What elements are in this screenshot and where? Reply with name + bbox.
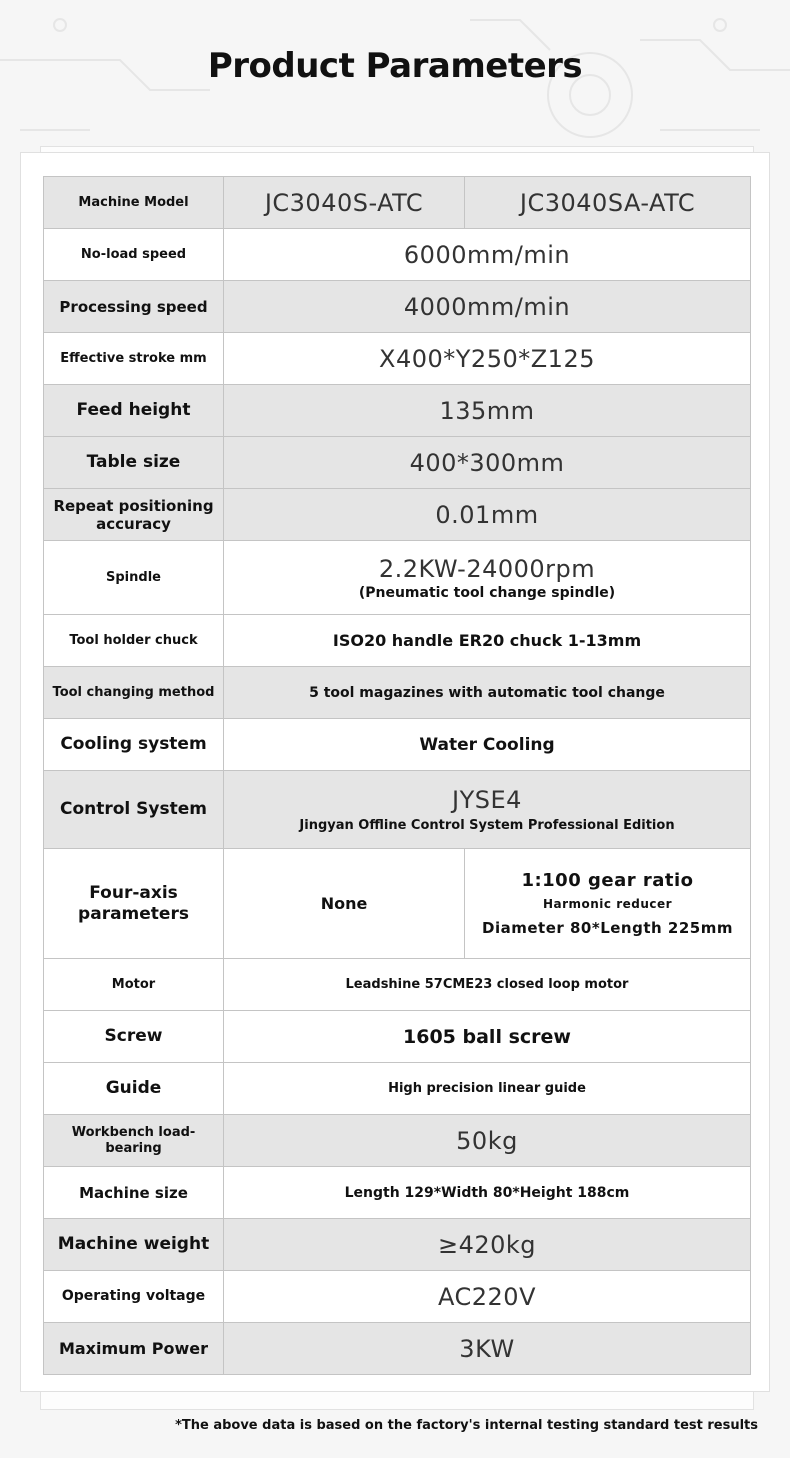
- label-motor: Motor: [44, 959, 224, 1011]
- label-tool-changing: Tool changing method: [44, 667, 224, 719]
- value-processing-speed: 4000mm/min: [224, 281, 751, 333]
- label-machine-size: Machine size: [44, 1167, 224, 1219]
- row-spindle: [44, 541, 751, 615]
- four-axis-ratio: 1:100 gear ratio: [521, 870, 694, 891]
- value-no-load-speed: 6000mm/min: [224, 229, 751, 281]
- row-tool-holder: [44, 615, 751, 667]
- row-workbench-load: [44, 1115, 751, 1167]
- value-table-size: 400*300mm: [224, 437, 751, 489]
- label-feed-height: Feed height: [44, 385, 224, 437]
- row-machine-weight: [44, 1219, 751, 1271]
- value-voltage: AC220V: [224, 1271, 751, 1323]
- value-machine-weight: ≥420kg: [224, 1219, 751, 1271]
- row-machine-model: [44, 177, 751, 229]
- label-guide: Guide: [44, 1063, 224, 1115]
- row-screw: [44, 1011, 751, 1063]
- value-four-axis-b: [465, 849, 751, 959]
- row-machine-size: [44, 1167, 751, 1219]
- spindle-power: 2.2KW-24000rpm: [378, 554, 596, 583]
- value-max-power: 3KW: [224, 1323, 751, 1375]
- row-control-system: [44, 771, 751, 849]
- value-spindle: [224, 541, 751, 615]
- value-effective-stroke: X400*Y250*Z125: [224, 333, 751, 385]
- label-max-power: Maximum Power: [44, 1323, 224, 1375]
- label-no-load-speed: No-load speed: [44, 229, 224, 281]
- footnote: *The above data is based on the factory's internal testing standard test results: [175, 1418, 758, 1433]
- label-spindle: Spindle: [44, 541, 224, 615]
- value-cooling: Water Cooling: [224, 719, 751, 771]
- spindle-note: (Pneumatic tool change spindle): [358, 584, 616, 601]
- value-screw: 1605 ball screw: [224, 1011, 751, 1063]
- row-processing-speed: [44, 281, 751, 333]
- label-workbench-load: Workbench load-bearing: [44, 1115, 224, 1167]
- value-tool-holder: ISO20 handle ER20 chuck 1-13mm: [224, 615, 751, 667]
- row-motor: [44, 959, 751, 1011]
- row-table-size: [44, 437, 751, 489]
- value-machine-size: Length 129*Width 80*Height 188cm: [224, 1167, 751, 1219]
- row-voltage: [44, 1271, 751, 1323]
- label-screw: Screw: [44, 1011, 224, 1063]
- value-four-axis-a: None: [224, 849, 465, 959]
- value-control-system: [224, 771, 751, 849]
- value-workbench-load: 50kg: [224, 1115, 751, 1167]
- value-guide: High precision linear guide: [224, 1063, 751, 1115]
- row-feed-height: [44, 385, 751, 437]
- label-repeat-positioning: Repeat positioning accuracy: [44, 489, 224, 541]
- row-cooling: [44, 719, 751, 771]
- label-machine-weight: Machine weight: [44, 1219, 224, 1271]
- label-processing-speed: Processing speed: [44, 281, 224, 333]
- value-feed-height: 135mm: [224, 385, 751, 437]
- label-cooling: Cooling system: [44, 719, 224, 771]
- row-effective-stroke: [44, 333, 751, 385]
- row-max-power: [44, 1323, 751, 1375]
- row-tool-changing: [44, 667, 751, 719]
- row-four-axis: [44, 849, 751, 959]
- value-machine-model-a: JC3040S-ATC: [224, 177, 465, 229]
- label-voltage: Operating voltage: [44, 1271, 224, 1323]
- label-machine-model: Machine Model: [44, 177, 224, 229]
- label-four-axis: Four-axis parameters: [44, 849, 224, 959]
- label-effective-stroke: Effective stroke mm: [44, 333, 224, 385]
- value-tool-changing: 5 tool magazines with automatic tool change: [224, 667, 751, 719]
- control-model: JYSE4: [452, 786, 522, 814]
- row-repeat-positioning: [44, 489, 751, 541]
- value-machine-model-b: JC3040SA-ATC: [465, 177, 751, 229]
- value-repeat-positioning: 0.01mm: [224, 489, 751, 541]
- four-axis-reducer: Harmonic reducer: [542, 897, 673, 911]
- row-guide: [44, 1063, 751, 1115]
- four-axis-dimension: Diameter 80*Length 225mm: [482, 919, 733, 937]
- control-note: Jingyan Offline Control System Professional Edition: [299, 818, 675, 833]
- label-control-system: Control System: [44, 771, 224, 849]
- parameters-table: [43, 176, 751, 1375]
- value-motor: Leadshine 57CME23 closed loop motor: [224, 959, 751, 1011]
- label-table-size: Table size: [44, 437, 224, 489]
- page-title: Product Parameters: [207, 46, 583, 86]
- label-tool-holder: Tool holder chuck: [44, 615, 224, 667]
- row-no-load-speed: [44, 229, 751, 281]
